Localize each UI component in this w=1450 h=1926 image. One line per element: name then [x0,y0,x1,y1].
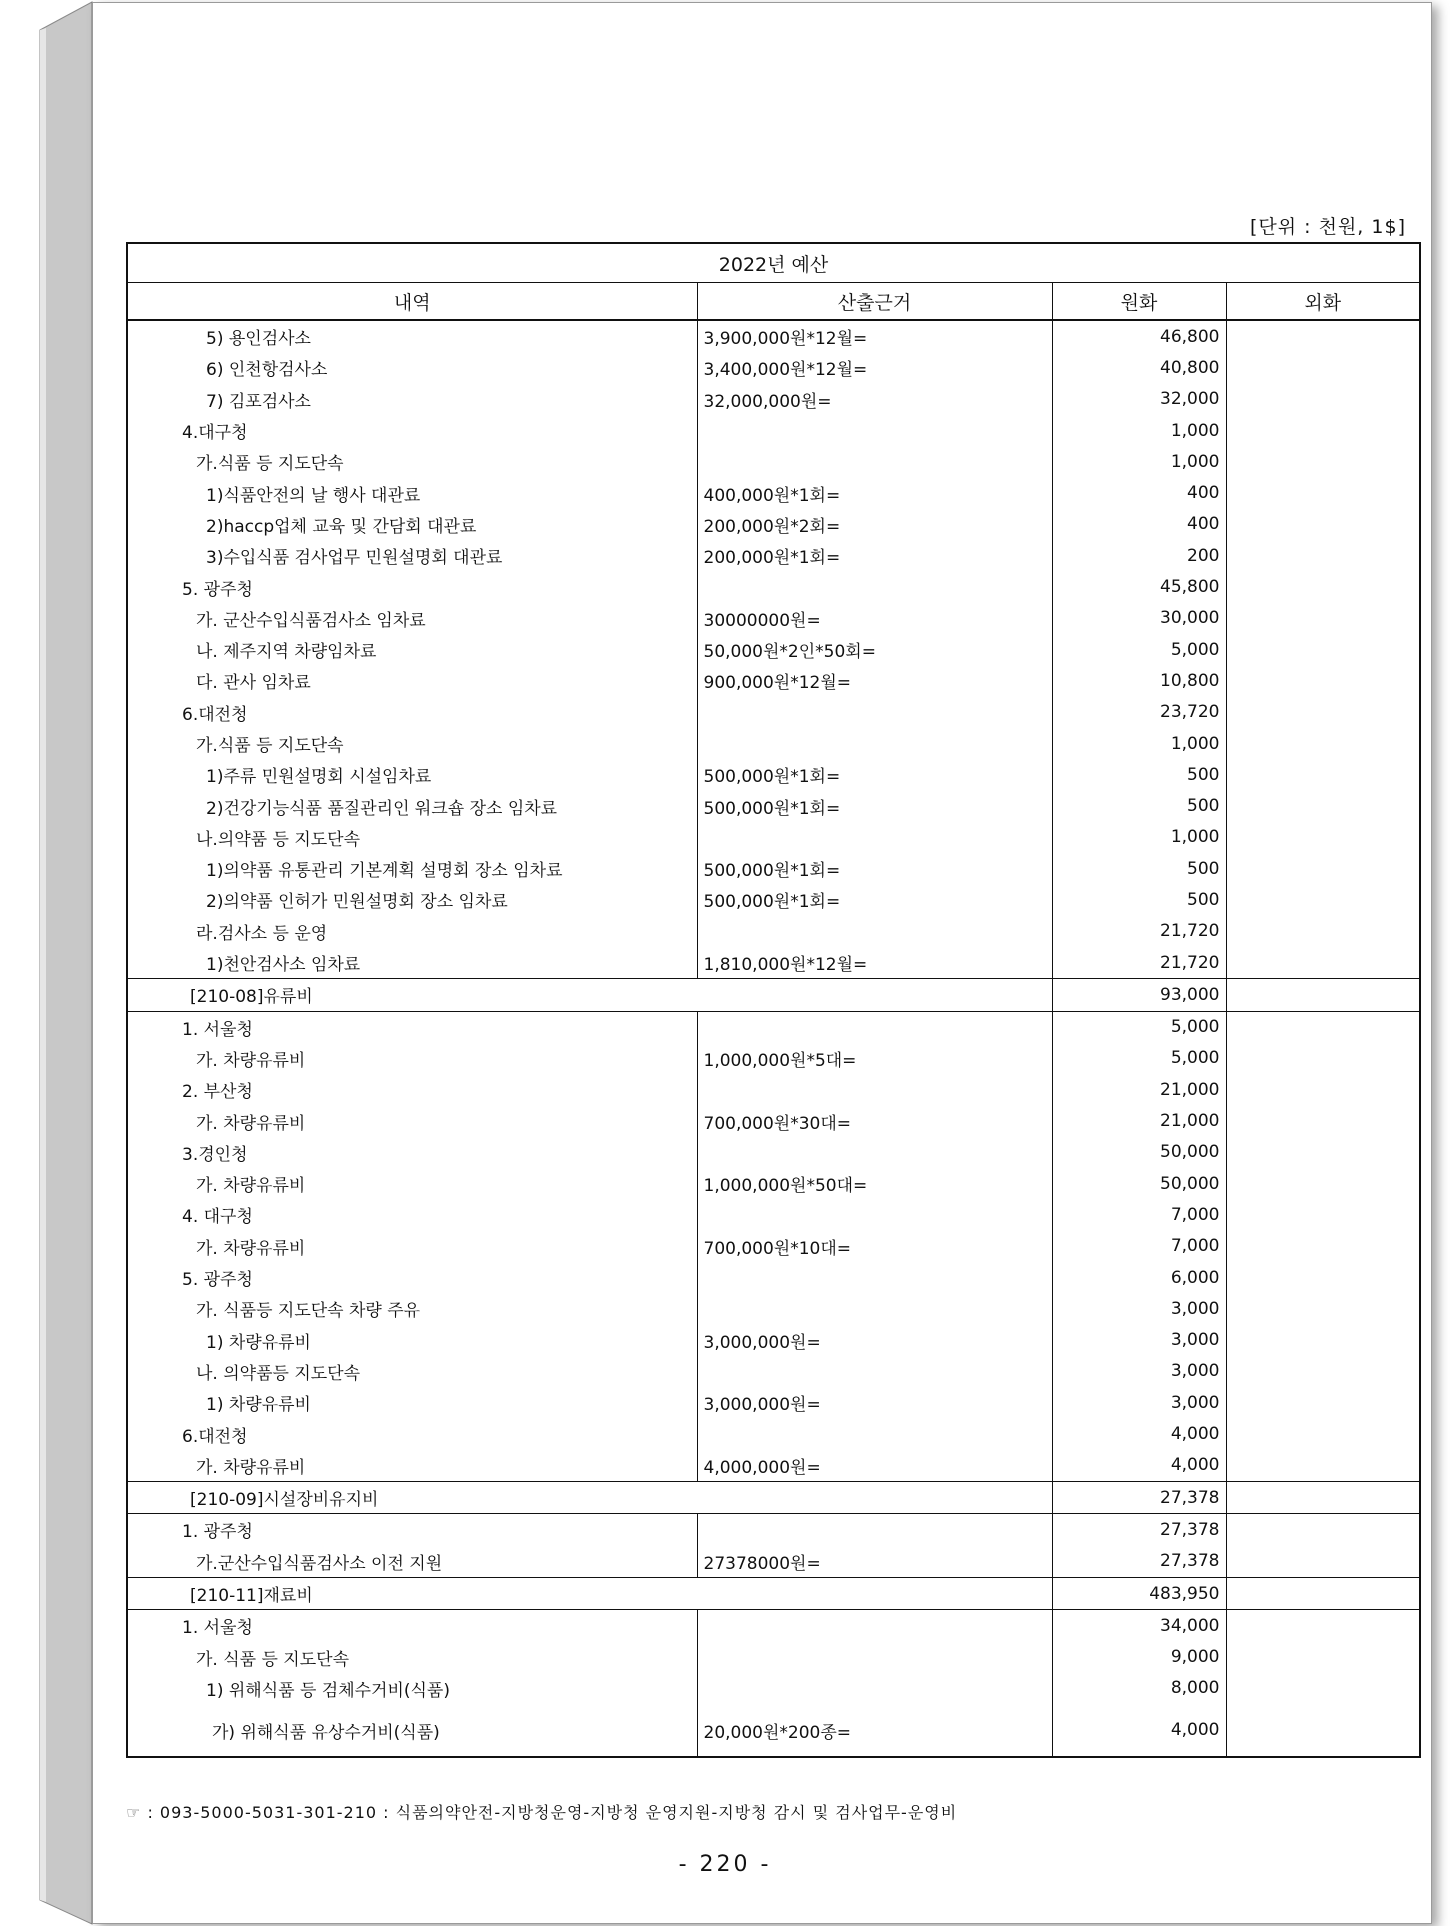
basis-cell: 20,000원*200종= [697,1704,1052,1757]
krw-cell: 1,000 [1052,415,1226,446]
basis-cell [697,822,1052,853]
table-row [127,916,1420,947]
krw-cell: 10,800 [1052,665,1226,696]
foreign-cell [1226,759,1420,790]
table-row [127,384,1420,415]
basis-cell: 900,000원*12월= [697,665,1052,696]
item-cell: 가. 차량유류비 [127,1168,697,1199]
item-cell: 가. 차량유류비 [127,1043,697,1074]
foreign-cell [1226,1387,1420,1418]
krw-cell: 30,000 [1052,603,1226,634]
item-cell: 2. 부산청 [127,1074,697,1105]
item-cell: 가. 식품 등 지도단속 [127,1641,697,1672]
foreign-cell [1226,1514,1420,1546]
krw-cell: 5,000 [1052,1011,1226,1043]
krw-cell: 21,720 [1052,916,1226,947]
page-number: - 220 - [678,1852,772,1877]
section-item-cell: [210-09]시설장비유지비 [127,1481,1052,1513]
table-row [127,571,1420,602]
krw-cell: 1,000 [1052,446,1226,477]
krw-cell: 21,000 [1052,1105,1226,1136]
table-row [127,853,1420,884]
basis-cell: 1,810,000원*12월= [697,947,1052,979]
budget-table [126,242,1421,1758]
item-cell: 5. 광주청 [127,571,697,602]
krw-cell: 40,800 [1052,352,1226,383]
basis-cell: 1,000,000원*5대= [697,1043,1052,1074]
item-cell: 7) 김포검사소 [127,384,697,415]
item-cell: 1. 광주청 [127,1514,697,1546]
section-item-cell: [210-11]재료비 [127,1577,1052,1609]
foreign-cell [1226,947,1420,979]
basis-cell [697,446,1052,477]
table-title-row [127,243,1420,283]
book-spine-edge [0,0,100,1926]
krw-cell: 27,378 [1052,1546,1226,1578]
foreign-cell [1226,320,1420,352]
item-cell: 1)주류 민원설명회 시설임차료 [127,759,697,790]
item-cell: 6) 인천항검사소 [127,352,697,383]
table-row [127,415,1420,446]
item-cell: 나.의약품 등 지도단속 [127,822,697,853]
foreign-cell [1226,1168,1420,1199]
item-cell: 1)천안검사소 임차료 [127,947,697,979]
foreign-cell [1226,916,1420,947]
krw-cell: 4,000 [1052,1450,1226,1482]
foreign-cell [1226,1546,1420,1578]
table-row [127,947,1420,979]
basis-cell [697,1514,1052,1546]
foreign-cell [1226,1481,1420,1513]
foreign-cell [1226,352,1420,383]
item-cell: 5) 용인검사소 [127,320,697,352]
foreign-cell [1226,1231,1420,1262]
item-cell: 3.경인청 [127,1137,697,1168]
item-cell: 1)의약품 유통관리 기본계획 설명회 장소 임차료 [127,853,697,884]
krw-cell: 45,800 [1052,571,1226,602]
table-row [127,1262,1420,1293]
foreign-cell [1226,1011,1420,1043]
krw-cell: 500 [1052,759,1226,790]
item-cell: 가. 차량유류비 [127,1105,697,1136]
item-cell: 1. 서울청 [127,1610,697,1642]
foreign-cell [1226,1074,1420,1105]
item-cell: 가. 식품등 지도단속 차량 주유 [127,1293,697,1324]
krw-cell: 27,378 [1052,1514,1226,1546]
foreign-cell [1226,1673,1420,1704]
item-cell: 나. 제주지역 차량임차료 [127,634,697,665]
item-cell: 가.식품 등 지도단속 [127,728,697,759]
table-row [127,603,1420,634]
basis-cell: 1,000,000원*50대= [697,1168,1052,1199]
item-cell: 1) 차량유류비 [127,1325,697,1356]
krw-cell: 9,000 [1052,1641,1226,1672]
table-row [127,1325,1420,1356]
table-row [127,697,1420,728]
item-cell: 3)수입식품 검사업무 민원설명회 대관료 [127,540,697,571]
basis-cell: 3,900,000원*12월= [697,320,1052,352]
table-row [127,884,1420,915]
item-cell: 4. 대구청 [127,1199,697,1230]
foreign-cell [1226,1641,1420,1672]
table-row [127,1231,1420,1262]
basis-cell [697,415,1052,446]
table-row [127,1105,1420,1136]
basis-cell [697,1137,1052,1168]
basis-cell: 700,000원*10대= [697,1231,1052,1262]
krw-cell: 3,000 [1052,1356,1226,1387]
section-row [127,1577,1420,1609]
krw-cell: 50,000 [1052,1168,1226,1199]
pointing-hand-icon: ☞ [126,1803,142,1822]
table-row [127,1704,1420,1757]
basis-cell: 3,000,000원= [697,1325,1052,1356]
foreign-cell [1226,1137,1420,1168]
krw-cell: 3,000 [1052,1387,1226,1418]
foreign-cell [1226,1199,1420,1230]
krw-cell: 50,000 [1052,1137,1226,1168]
foreign-cell [1226,509,1420,540]
foreign-cell [1226,1293,1420,1324]
foreign-cell [1226,1325,1420,1356]
basis-cell: 700,000원*30대= [697,1105,1052,1136]
table-row [127,1043,1420,1074]
foreign-cell [1226,634,1420,665]
krw-cell: 46,800 [1052,320,1226,352]
item-cell: 5. 광주청 [127,1262,697,1293]
krw-cell: 500 [1052,853,1226,884]
krw-cell: 483,950 [1052,1577,1226,1609]
item-cell: 1. 서울청 [127,1011,697,1043]
table-header-row [127,283,1420,321]
basis-cell [697,1011,1052,1043]
table-row [127,728,1420,759]
table-row [127,1610,1420,1642]
foreign-cell [1226,979,1420,1011]
basis-cell: 200,000원*1회= [697,540,1052,571]
foreign-cell [1226,446,1420,477]
basis-cell: 500,000원*1회= [697,759,1052,790]
table-row [127,1074,1420,1105]
item-cell: 나. 의약품등 지도단속 [127,1356,697,1387]
foreign-cell [1226,728,1420,759]
item-cell: 1)식품안전의 날 행사 대관료 [127,477,697,508]
krw-cell: 200 [1052,540,1226,571]
table-row [127,1641,1420,1672]
item-cell: 2)haccp업체 교육 및 간담회 대관료 [127,509,697,540]
table-row [127,1450,1420,1482]
krw-cell: 27,378 [1052,1481,1226,1513]
krw-cell: 500 [1052,884,1226,915]
table-row [127,759,1420,790]
basis-cell [697,916,1052,947]
krw-cell: 5,000 [1052,634,1226,665]
krw-cell: 34,000 [1052,1610,1226,1642]
item-cell: 가. 차량유류비 [127,1450,697,1482]
foreign-cell [1226,415,1420,446]
krw-cell: 21,720 [1052,947,1226,979]
krw-cell: 3,000 [1052,1325,1226,1356]
krw-cell: 400 [1052,477,1226,508]
foreign-cell [1226,790,1420,821]
table-row [127,540,1420,571]
table-row [127,1387,1420,1418]
foreign-cell [1226,1704,1420,1757]
section-row [127,979,1420,1011]
foreign-cell [1226,697,1420,728]
foreign-cell [1226,1356,1420,1387]
footer-note-text: : 093-5000-5031-301-210 : 식품의약안전-지방청운영-지방청 운영지원-지방청 감시 및 검사업무-운영비 [147,1803,958,1822]
krw-cell: 6,000 [1052,1262,1226,1293]
table-row [127,1356,1420,1387]
table-row [127,446,1420,477]
krw-cell: 1,000 [1052,728,1226,759]
foreign-cell [1226,822,1420,853]
item-cell: 1) 위해식품 등 검체수거비(식품) [127,1673,697,1704]
basis-cell: 500,000원*1회= [697,884,1052,915]
foreign-cell [1226,571,1420,602]
header-item: 내역 [127,283,697,321]
table-row [127,790,1420,821]
krw-cell: 21,000 [1052,1074,1226,1105]
table-row [127,1546,1420,1578]
krw-cell: 4,000 [1052,1704,1226,1757]
krw-cell: 7,000 [1052,1199,1226,1230]
table-row [127,1293,1420,1324]
table-row [127,1514,1420,1546]
item-cell: 4.대구청 [127,415,697,446]
krw-cell: 23,720 [1052,697,1226,728]
krw-cell: 7,000 [1052,1231,1226,1262]
basis-cell: 32,000,000원= [697,384,1052,415]
foreign-cell [1226,665,1420,696]
basis-cell [697,1293,1052,1324]
foreign-cell [1226,1450,1420,1482]
basis-cell: 200,000원*2회= [697,509,1052,540]
item-cell: 가) 위해식품 유상수거비(식품) [127,1704,697,1757]
foreign-cell [1226,384,1420,415]
basis-cell [697,728,1052,759]
table-row [127,822,1420,853]
basis-cell [697,1356,1052,1387]
basis-cell: 50,000원*2인*50회= [697,634,1052,665]
basis-cell: 30000000원= [697,603,1052,634]
table-row [127,1199,1420,1230]
section-item-cell: [210-08]유류비 [127,979,1052,1011]
item-cell: 가. 차량유류비 [127,1231,697,1262]
basis-cell: 4,000,000원= [697,1450,1052,1482]
foreign-cell [1226,540,1420,571]
item-cell: 6.대전청 [127,697,697,728]
table-body [127,320,1420,1757]
foreign-cell [1226,1577,1420,1609]
krw-cell: 32,000 [1052,384,1226,415]
table-row [127,634,1420,665]
table-row [127,1168,1420,1199]
header-foreign: 외화 [1226,283,1420,321]
header-basis: 산출근거 [697,283,1052,321]
table-row [127,509,1420,540]
table-row [127,1011,1420,1043]
foreign-cell [1226,603,1420,634]
krw-cell: 1,000 [1052,822,1226,853]
basis-cell: 3,400,000원*12월= [697,352,1052,383]
footer-note [126,1800,957,1823]
table-row [127,352,1420,383]
foreign-cell [1226,1418,1420,1449]
krw-cell: 8,000 [1052,1673,1226,1704]
table-row [127,477,1420,508]
basis-cell: 3,000,000원= [697,1387,1052,1418]
basis-cell: 500,000원*1회= [697,790,1052,821]
foreign-cell [1226,853,1420,884]
basis-cell: 500,000원*1회= [697,853,1052,884]
item-cell: 1) 차량유류비 [127,1387,697,1418]
item-cell: 가.군산수입식품검사소 이전 지원 [127,1546,697,1578]
foreign-cell [1226,1262,1420,1293]
foreign-cell [1226,1610,1420,1642]
basis-cell [697,1262,1052,1293]
table-row [127,665,1420,696]
krw-cell: 5,000 [1052,1043,1226,1074]
basis-cell [697,1641,1052,1672]
basis-cell [697,571,1052,602]
foreign-cell [1226,1043,1420,1074]
table-row [127,1137,1420,1168]
item-cell: 가. 군산수입식품검사소 임차료 [127,603,697,634]
krw-cell: 93,000 [1052,979,1226,1011]
krw-cell: 500 [1052,790,1226,821]
basis-cell [697,697,1052,728]
item-cell: 2)건강기능식품 품질관리인 워크숍 장소 임차료 [127,790,697,821]
krw-cell: 3,000 [1052,1293,1226,1324]
foreign-cell [1226,884,1420,915]
basis-cell [697,1199,1052,1230]
table-row [127,320,1420,352]
section-row [127,1481,1420,1513]
item-cell: 가.식품 등 지도단속 [127,446,697,477]
item-cell: 다. 관사 임차료 [127,665,697,696]
basis-cell: 400,000원*1회= [697,477,1052,508]
foreign-cell [1226,1105,1420,1136]
foreign-cell [1226,477,1420,508]
basis-cell: 27378000원= [697,1546,1052,1578]
krw-cell: 4,000 [1052,1418,1226,1449]
basis-cell [697,1418,1052,1449]
basis-cell [697,1074,1052,1105]
header-krw: 원화 [1052,283,1226,321]
item-cell: 라.검사소 등 운영 [127,916,697,947]
basis-cell [697,1673,1052,1704]
item-cell: 6.대전청 [127,1418,697,1449]
table-title: 2022년 예산 [127,243,1420,283]
unit-label: [단위 : 천원, 1$] [1250,216,1406,238]
basis-cell [697,1610,1052,1642]
item-cell: 2)의약품 인허가 민원설명회 장소 임차료 [127,884,697,915]
table-row [127,1673,1420,1704]
table-row [127,1418,1420,1449]
krw-cell: 400 [1052,509,1226,540]
